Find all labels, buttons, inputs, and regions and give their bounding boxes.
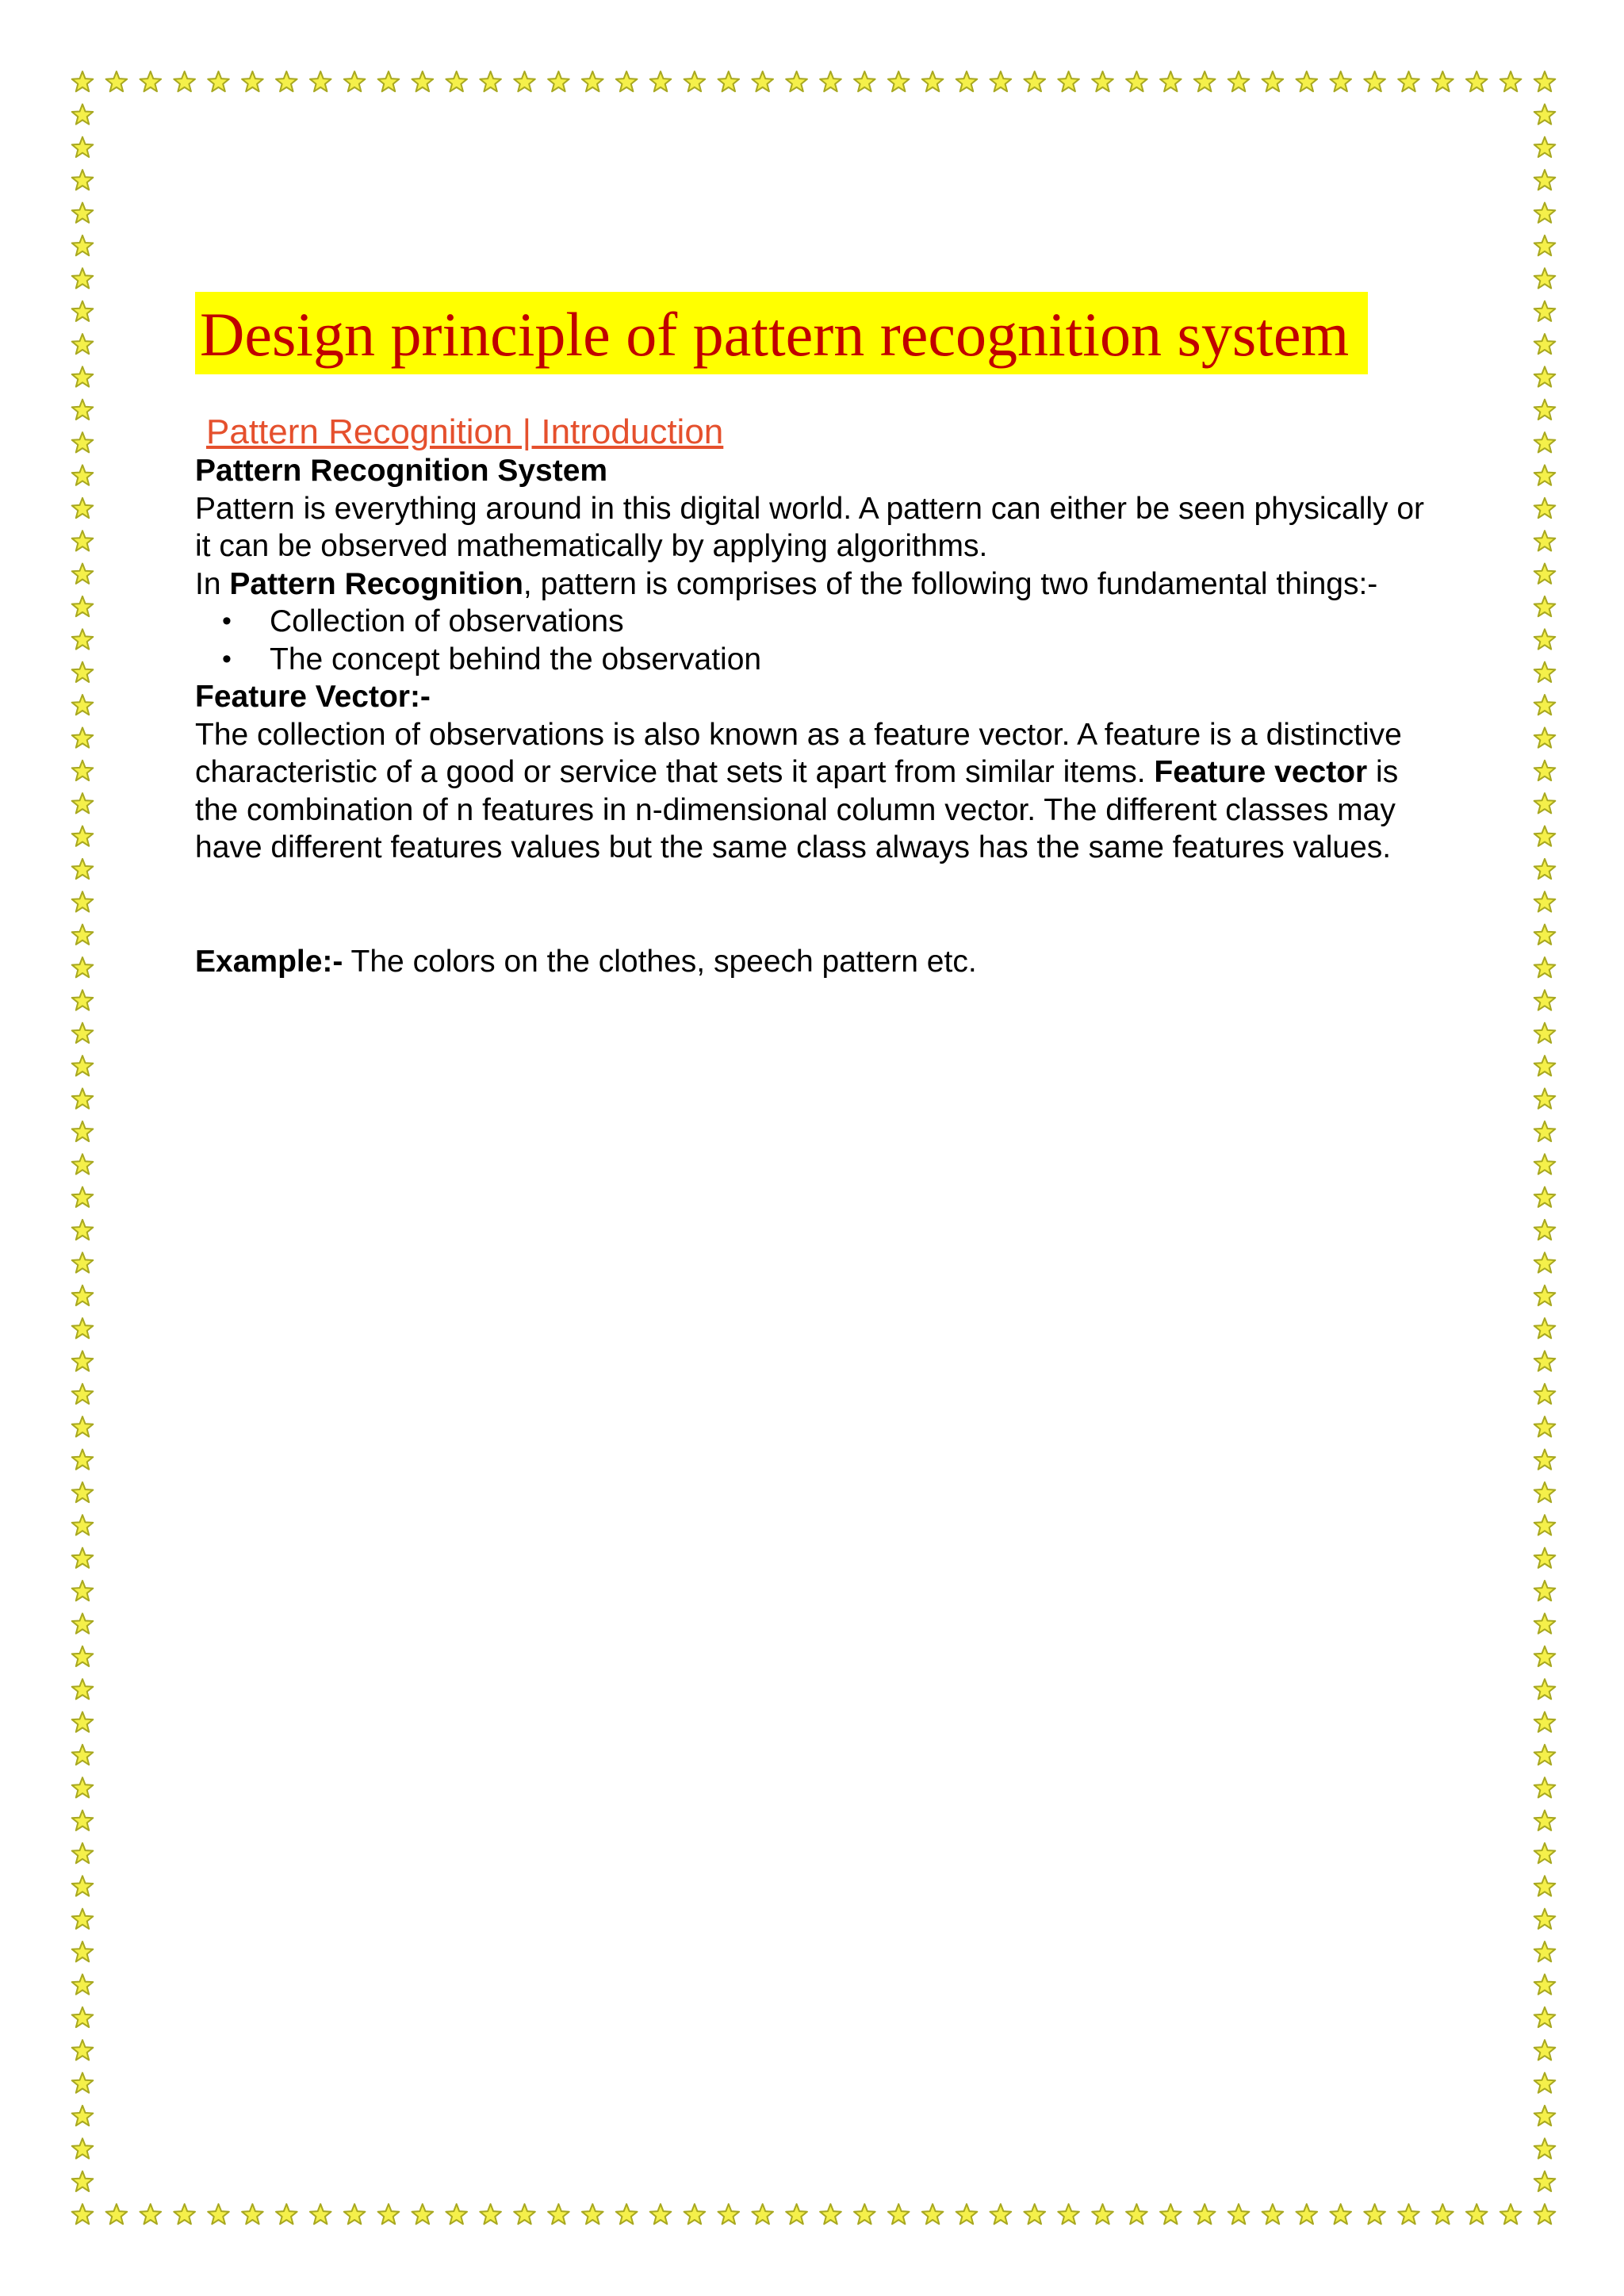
star-icon [378,71,400,91]
star-icon [1534,531,1556,550]
star-icon [1534,1909,1556,1929]
star-icon [1364,71,1385,91]
example-line: Example:- The colors on the clothes, speech pattern etc. [195,944,977,979]
star-icon [72,2073,94,2093]
star-icon [1534,2171,1556,2191]
star-icon [1432,71,1454,91]
star-icon [276,71,297,91]
star-icon [1534,2073,1556,2093]
star-icon [72,1941,94,1961]
star-icon [1092,2204,1113,2224]
star-icon [72,793,94,813]
star-icon [1398,71,1419,91]
star-icon [786,71,807,91]
star-icon [72,629,94,649]
star-icon [1534,1450,1556,1470]
star-icon [242,2204,263,2224]
star-icon [72,236,94,255]
star-icon [1534,432,1556,452]
star-icon [718,2204,740,2224]
star-icon [1534,761,1556,780]
star-icon [616,71,638,91]
star-icon [616,2204,638,2224]
star-icon [72,1154,94,1174]
star-icon [480,2204,501,2224]
star-icon [72,1679,94,1699]
star-icon [72,1023,94,1043]
star-icon [786,2204,807,2224]
star-icon [1534,1613,1556,1633]
star-icon [106,2204,128,2224]
star-icon [752,2204,773,2224]
star-icon [208,71,229,91]
star-icon [412,2204,434,2224]
star-icon [1534,990,1556,1010]
star-icon [72,662,94,682]
star-icon [1297,2204,1318,2224]
star-icon [1364,2204,1385,2224]
star-icon [1398,2204,1419,2224]
star-icon [1500,2204,1522,2224]
star-icon [1534,1220,1556,1240]
star-icon [1126,2204,1147,2224]
star-icon [990,2204,1012,2224]
star-icon [548,2204,569,2224]
star-icon [1534,727,1556,747]
star-icon [752,71,773,91]
star-icon [72,2138,94,2158]
star-icon [1534,1876,1556,1895]
star-icon [72,71,94,91]
star-icon [1534,71,1556,91]
star-icon [1534,137,1556,157]
star-icon [1534,596,1556,616]
star-icon [1534,203,1556,223]
star-icon [72,1843,94,1863]
star-icon [72,1286,94,1305]
star-icon [72,859,94,879]
star-icon [72,301,94,321]
star-icon [1534,2106,1556,2125]
star-icon [548,71,569,91]
star-icon [1466,71,1488,91]
star-icon [1534,2040,1556,2060]
star-icon [1534,1712,1556,1732]
star-icon [1534,1023,1556,1043]
star-icon [1534,826,1556,846]
star-icon [174,71,195,91]
star-icon [72,1712,94,1732]
star-icon [888,2204,910,2224]
star-icon [72,531,94,550]
star-icon [1534,1646,1556,1666]
star-icon [650,2204,672,2224]
star-icon [1534,1416,1556,1436]
intro-link[interactable]: Pattern Recognition | Introduction [206,412,724,451]
star-icon [72,727,94,747]
section-heading: Feature Vector:- [195,680,431,714]
star-icon [1534,1154,1556,1174]
star-icon [1228,2204,1250,2224]
star-icon [1534,1056,1556,1075]
star-icon [1534,1974,1556,1994]
star-icon [1534,104,1556,124]
star-icon [1534,1384,1556,1404]
star-icon [1534,301,1556,321]
star-icon [718,71,740,91]
star-icon [1262,71,1284,91]
star-icon [1534,1745,1556,1765]
star-icon [1262,2204,1284,2224]
star-icon [72,2171,94,2191]
star-icon [854,71,875,91]
star-icon [1330,71,1351,91]
star-icon [72,1088,94,1108]
star-icon [72,366,94,386]
star-icon [1534,1252,1556,1272]
star-icon [1534,1941,1556,1961]
star-icon [1024,2204,1045,2224]
paragraph: Pattern is everything around in this digital world. A pattern can either be seen physically or it can be observed mathematically by applying algorithms. [195,491,1425,563]
star-icon [72,498,94,518]
star-icon [72,826,94,846]
star-icon [72,1613,94,1633]
star-icon [1024,71,1045,91]
star-icon [72,1548,94,1568]
star-icon [72,1416,94,1436]
star-icon [514,2204,535,2224]
star-icon [1534,1121,1556,1141]
star-icon [72,1811,94,1830]
star-icon [1534,1187,1556,1207]
list-item: • Collection of observations [270,603,1432,641]
star-icon [1534,1777,1556,1797]
star-icon [310,71,331,91]
star-icon [1534,2007,1556,2027]
star-icon [1534,859,1556,879]
page-title: Design principle of pattern recognition system [195,292,1368,374]
star-icon [922,2204,944,2224]
star-icon [310,2204,331,2224]
star-icon [72,891,94,911]
star-icon [72,957,94,977]
star-icon [72,1121,94,1141]
star-icon [990,71,1012,91]
bold-term: Feature vector [1154,755,1368,789]
star-icon [174,2204,195,2224]
spacer [195,867,1432,943]
star-icon [582,2204,603,2224]
star-icon [1534,1843,1556,1863]
star-icon [1058,71,1079,91]
star-icon [1500,71,1522,91]
star-icon [72,596,94,616]
star-icon [72,1745,94,1765]
star-icon [72,1220,94,1240]
star-icon [72,564,94,584]
star-icon [378,2204,400,2224]
star-icon [1058,2204,1079,2224]
star-icon [1534,334,1556,354]
star-icon [344,71,366,91]
star-icon [956,71,978,91]
star-icon [242,71,263,91]
paragraph: The collection of observations is also known as a feature vector. A feature is a distinctive characteristic of a good or service that sets it apart from similar items. Feature vector is the combination of n features in n-dimensional column vector. The different classes may have different features values but the same class always has the same features values. [195,717,1402,864]
star-icon [72,1777,94,1797]
star-icon [72,1876,94,1895]
star-icon [684,2204,706,2224]
star-icon [1534,1811,1556,1830]
star-icon [480,71,501,91]
example-label: Example:- [195,944,343,979]
star-icon [1534,1581,1556,1600]
star-icon [72,2040,94,2060]
star-icon [1534,498,1556,518]
star-icon [1534,268,1556,288]
star-icon [72,1581,94,1600]
star-icon [72,1252,94,1272]
star-icon [1126,71,1147,91]
star-icon [72,1450,94,1470]
star-icon [1194,2204,1216,2224]
star-icon [106,71,128,91]
star-icon [208,2204,229,2224]
star-icon [1534,1548,1556,1568]
star-icon [956,2204,978,2224]
star-icon [1432,2204,1454,2224]
star-icon [1534,170,1556,190]
star-icon [1534,629,1556,649]
star-icon [72,1974,94,1994]
star-icon [1534,564,1556,584]
star-icon [1228,71,1250,91]
star-icon [1534,2204,1556,2224]
star-icon [72,334,94,354]
star-icon [1297,71,1318,91]
star-icon [1534,1088,1556,1108]
list-item: • The concept behind the observation [270,641,1432,679]
star-icon [72,400,94,420]
star-icon [1466,2204,1488,2224]
star-icon [854,2204,875,2224]
section-pattern-recognition-system [195,452,1432,980]
star-icon [820,2204,841,2224]
star-icon [1534,925,1556,945]
star-icon [72,1056,94,1075]
star-icon [72,990,94,1010]
star-icon [1194,71,1216,91]
star-icon [72,2007,94,2027]
star-icon [72,465,94,485]
star-icon [72,695,94,715]
star-icon [1534,793,1556,813]
star-icon [1534,1351,1556,1370]
star-icon [72,137,94,157]
star-icon [1534,1515,1556,1535]
star-icon [72,761,94,780]
star-icon [1534,695,1556,715]
star-icon [1534,1679,1556,1699]
star-icon [1160,2204,1182,2224]
star-icon [140,71,162,91]
star-icon [72,1482,94,1502]
star-icon [1534,2138,1556,2158]
star-icon [1534,400,1556,420]
star-icon [72,170,94,190]
bullet-list [195,603,1432,678]
star-icon [1534,1482,1556,1502]
star-icon [1534,957,1556,977]
star-icon [582,71,603,91]
bold-term: Pattern Recognition [229,566,523,601]
star-icon [820,71,841,91]
star-icon [446,71,467,91]
document-body [195,292,1432,980]
star-icon [72,2204,94,2224]
star-icon [1534,662,1556,682]
star-icon [72,1515,94,1535]
star-icon [922,71,944,91]
star-icon [514,71,535,91]
star-icon [1534,1318,1556,1338]
star-icon [72,432,94,452]
star-icon [684,71,706,91]
star-icon [1534,891,1556,911]
star-icon [344,2204,366,2224]
star-icon [72,104,94,124]
star-icon [1534,236,1556,255]
star-icon [412,71,434,91]
star-icon [446,2204,467,2224]
paragraph: In Pattern Recognition, pattern is comprises of the following two fundamental things:- [195,566,1378,601]
star-icon [72,2106,94,2125]
star-icon [72,203,94,223]
star-icon [1534,465,1556,485]
star-icon [1330,2204,1351,2224]
star-icon [1534,1286,1556,1305]
star-icon [72,268,94,288]
star-icon [72,925,94,945]
star-icon [140,2204,162,2224]
star-icon [888,71,910,91]
star-icon [1534,366,1556,386]
star-icon [72,1351,94,1370]
star-icon [1092,71,1113,91]
star-icon [72,1318,94,1338]
section-heading: Pattern Recognition System [195,454,608,488]
star-icon [72,1384,94,1404]
star-icon [72,1909,94,1929]
star-icon [276,2204,297,2224]
star-icon [72,1646,94,1666]
star-icon [72,1187,94,1207]
star-icon [650,71,672,91]
star-icon [1160,71,1182,91]
